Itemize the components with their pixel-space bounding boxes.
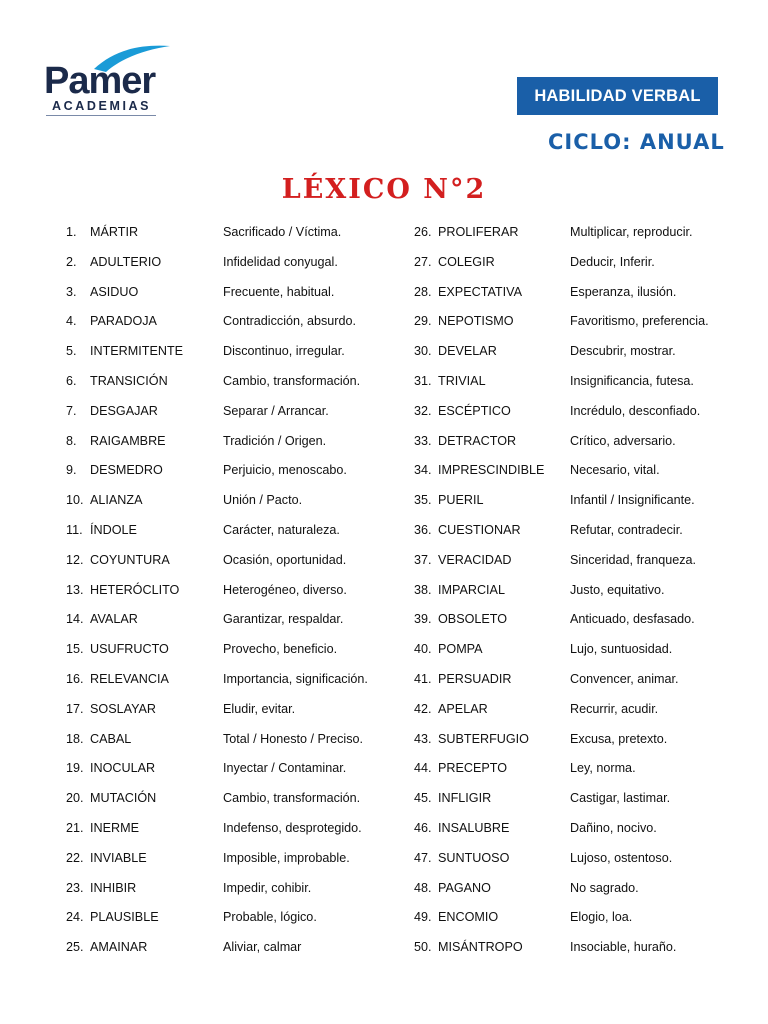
vocab-number: 25. xyxy=(66,940,84,955)
vocab-word: EXPECTATIVA xyxy=(438,284,522,299)
vocab-definition: Total / Honesto / Preciso. xyxy=(223,731,363,746)
vocab-definition: Multiplicar, reproducir. xyxy=(570,225,693,239)
vocab-definition: Inyectar / Contaminar. xyxy=(223,761,347,776)
vocab-word: ADULTERIO xyxy=(90,254,162,269)
vocab-definition: Insignificancia, futesa. xyxy=(570,373,694,388)
vocab-word: DEVELAR xyxy=(438,344,497,359)
vocab-number: 41. xyxy=(414,671,432,686)
vocab-word: DESGAJAR xyxy=(90,403,158,418)
vocab-number: 22. xyxy=(66,850,84,865)
vocab-number: 8. xyxy=(66,433,77,448)
vocab-number: 43. xyxy=(414,731,432,746)
vocab-word: NEPOTISMO xyxy=(438,314,514,329)
vocab-word: SUBTERFUGIO xyxy=(438,731,529,746)
vocab-number: 48. xyxy=(414,880,432,895)
vocab-number: 36. xyxy=(414,522,432,537)
logo-brand: Pamer xyxy=(44,60,156,102)
vocab-number: 13. xyxy=(66,582,84,597)
vocab-definition: Carácter, naturaleza. xyxy=(223,522,340,537)
vocab-definition: Anticuado, desfasado. xyxy=(570,612,695,627)
vocab-definition: No sagrado. xyxy=(570,880,639,895)
vocab-word: SOSLAYAR xyxy=(90,701,157,716)
logo-underline xyxy=(46,115,156,116)
vocab-definition: Ley, norma. xyxy=(570,761,636,776)
vocab-number: 40. xyxy=(414,642,432,657)
vocab-number: 20. xyxy=(66,791,84,806)
vocab-word: DETRACTOR xyxy=(438,433,517,448)
vocab-number: 42. xyxy=(414,701,432,716)
vocab-number: 23. xyxy=(66,880,84,895)
vocab-word: INSALUBRE xyxy=(438,820,510,835)
vocab-word: INERME xyxy=(90,820,139,835)
vocab-definition: Frecuente, habitual. xyxy=(223,284,335,299)
vocab-definition: Indefenso, desprotegido. xyxy=(223,820,362,835)
vocab-number: 9. xyxy=(66,463,77,478)
vocab-definition: Justo, equitativo. xyxy=(570,582,665,597)
vocab-number: 32. xyxy=(414,403,432,418)
pamer-logo xyxy=(40,42,170,118)
vocab-word: RAIGAMBRE xyxy=(90,433,166,448)
vocab-word: SUNTUOSO xyxy=(438,850,510,865)
vocab-word: RELEVANCIA xyxy=(90,671,169,686)
vocab-definition: Probable, lógico. xyxy=(223,910,317,925)
vocab-word: CUESTIONAR xyxy=(438,522,521,537)
vocab-definition: Incrédulo, desconfiado. xyxy=(570,403,701,418)
vocab-word: MUTACIÓN xyxy=(90,791,157,806)
vocab-definition: Tradición / Origen. xyxy=(223,433,327,448)
vocab-word: OBSOLETO xyxy=(438,612,508,627)
vocab-number: 27. xyxy=(414,254,432,269)
vocab-number: 18. xyxy=(66,731,84,746)
vocab-definition: Aliviar, calmar xyxy=(223,940,302,955)
vocab-word: AMAINAR xyxy=(90,940,148,955)
vocab-number: 37. xyxy=(414,552,432,567)
vocab-word: PERSUADIR xyxy=(438,671,512,686)
vocab-definition: Favoritismo, preferencia. xyxy=(570,314,709,329)
vocab-word: MÁRTIR xyxy=(90,225,139,239)
vocab-definition: Cambio, transformación. xyxy=(223,373,361,388)
vocab-word: ÍNDOLE xyxy=(90,522,137,537)
vocab-word: INFLIGIR xyxy=(438,791,492,806)
vocab-definition: Elogio, loa. xyxy=(570,910,633,925)
vocab-number: 46. xyxy=(414,820,432,835)
vocab-word: APELAR xyxy=(438,701,488,716)
vocab-definition: Cambio, transformación. xyxy=(223,791,361,806)
logo-subtitle: ACADEMIAS xyxy=(52,99,152,113)
vocab-word: PLAUSIBLE xyxy=(90,910,159,925)
vocab-word: INOCULAR xyxy=(90,761,156,776)
vocab-number: 33. xyxy=(414,433,432,448)
vocab-definition: Perjuicio, menoscabo. xyxy=(223,463,347,478)
vocab-word: PROLIFERAR xyxy=(438,225,519,239)
vocab-number: 26. xyxy=(414,225,432,239)
vocab-number: 31. xyxy=(414,373,432,388)
cycle-label: CICLO: ANUAL xyxy=(548,130,725,154)
vocab-word: IMPRESCINDIBLE xyxy=(438,463,545,478)
vocab-word: HETERÓCLITO xyxy=(90,582,180,597)
vocab-word: TRIVIAL xyxy=(438,373,486,388)
vocab-number: 47. xyxy=(414,850,432,865)
vocab-word: TRANSICIÓN xyxy=(90,373,168,388)
vocab-word: PRECEPTO xyxy=(438,761,508,776)
vocab-word: IMPARCIAL xyxy=(438,582,505,597)
vocab-word: ESCÉPTICO xyxy=(438,403,511,418)
vocab-number: 3. xyxy=(66,284,77,299)
vocab-number: 30. xyxy=(414,344,432,359)
vocab-word: ASIDUO xyxy=(90,284,139,299)
vocab-definition: Deducir, Inferir. xyxy=(570,254,655,269)
vocab-definition: Refutar, contradecir. xyxy=(570,522,683,537)
vocab-definition: Eludir, evitar. xyxy=(223,701,296,716)
vocab-number: 2. xyxy=(66,254,77,269)
vocab-definition: Separar / Arrancar. xyxy=(223,403,329,418)
vocab-definition: Contradicción, absurdo. xyxy=(223,314,357,329)
vocab-word: MISÁNTROPO xyxy=(438,940,523,955)
vocab-number: 34. xyxy=(414,463,432,478)
vocab-number: 11. xyxy=(66,522,83,537)
vocab-definition: Infantil / Insignificante. xyxy=(570,493,695,508)
vocab-definition: Crítico, adversario. xyxy=(570,433,676,448)
vocab-number: 15. xyxy=(66,642,84,657)
vocab-word: USUFRUCTO xyxy=(90,642,169,657)
vocab-number: 4. xyxy=(66,314,77,329)
vocab-definition: Insociable, huraño. xyxy=(570,940,677,955)
vocab-definition: Unión / Pacto. xyxy=(223,493,303,508)
vocab-word: CABAL xyxy=(90,731,132,746)
vocab-number: 24. xyxy=(66,910,84,925)
vocab-word: INVIABLE xyxy=(90,850,147,865)
vocab-definition: Importancia, significación. xyxy=(223,671,368,686)
vocab-definition: Esperanza, ilusión. xyxy=(570,284,677,299)
vocab-definition: Excusa, pretexto. xyxy=(570,731,668,746)
vocab-word: DESMEDRO xyxy=(90,463,163,478)
vocab-word: COYUNTURA xyxy=(90,552,170,567)
vocab-definition: Sinceridad, franqueza. xyxy=(570,552,697,567)
vocab-number: 49. xyxy=(414,910,432,925)
vocab-definition: Sacrificado / Víctima. xyxy=(223,225,342,239)
vocab-word: ALIANZA xyxy=(90,493,143,508)
vocab-word: INTERMITENTE xyxy=(90,344,184,359)
vocab-definition: Necesario, vital. xyxy=(570,463,660,478)
vocab-number: 19. xyxy=(66,761,84,776)
vocab-word: VERACIDAD xyxy=(438,552,512,567)
vocab-number: 16. xyxy=(66,671,84,686)
vocab-word: ENCOMIO xyxy=(438,910,499,925)
page-title: LÉXICO N°2 xyxy=(281,174,487,205)
vocab-number: 29. xyxy=(414,314,432,329)
vocab-definition: Infidelidad conyugal. xyxy=(223,254,338,269)
vocab-word: POMPA xyxy=(438,642,483,657)
vocab-number: 12. xyxy=(66,552,84,567)
vocab-word: COLEGIR xyxy=(438,254,495,269)
vocab-word: PARADOJA xyxy=(90,314,157,329)
vocab-number: 10. xyxy=(66,493,84,508)
vocab-word: INHIBIR xyxy=(90,880,137,895)
vocab-number: 35. xyxy=(414,493,432,508)
vocab-definition: Ocasión, oportunidad. xyxy=(223,552,347,567)
vocab-number: 14. xyxy=(66,612,84,627)
vocab-number: 28. xyxy=(414,284,432,299)
subject-badge: HABILIDAD VERBAL xyxy=(517,77,718,115)
vocab-number: 44. xyxy=(414,761,432,776)
vocab-number: 45. xyxy=(414,791,432,806)
vocab-definition: Descubrir, mostrar. xyxy=(570,344,676,359)
vocab-word: PAGANO xyxy=(438,880,491,895)
vocab-definition: Castigar, lastimar. xyxy=(570,791,671,806)
vocab-definition: Impedir, cohibir. xyxy=(223,880,312,895)
vocab-definition: Provecho, beneficio. xyxy=(223,642,338,657)
vocab-word: PUERIL xyxy=(438,493,484,508)
vocab-number: 6. xyxy=(66,373,77,388)
vocab-definition: Recurrir, acudir. xyxy=(570,701,659,716)
vocab-definition: Garantizar, respaldar. xyxy=(223,612,344,627)
vocab-number: 17. xyxy=(66,701,84,716)
vocab-number: 5. xyxy=(66,344,77,359)
vocab-number: 7. xyxy=(66,403,77,418)
vocab-word: AVALAR xyxy=(90,612,138,627)
vocab-definition: Convencer, animar. xyxy=(570,671,679,686)
vocab-definition: Lujo, suntuosidad. xyxy=(570,642,673,657)
vocab-number: 39. xyxy=(414,612,432,627)
vocab-number: 21. xyxy=(66,820,84,835)
vocab-definition: Dañino, nocivo. xyxy=(570,820,657,835)
vocab-definition: Heterogéneo, diverso. xyxy=(223,582,347,597)
vocab-number: 50. xyxy=(414,940,432,955)
vocab-number: 1. xyxy=(66,225,77,239)
vocab-definition: Imposible, improbable. xyxy=(223,850,350,865)
vocab-number: 38. xyxy=(414,582,432,597)
vocab-definition: Discontinuo, irregular. xyxy=(223,344,345,359)
vocab-definition: Lujoso, ostentoso. xyxy=(570,850,673,865)
